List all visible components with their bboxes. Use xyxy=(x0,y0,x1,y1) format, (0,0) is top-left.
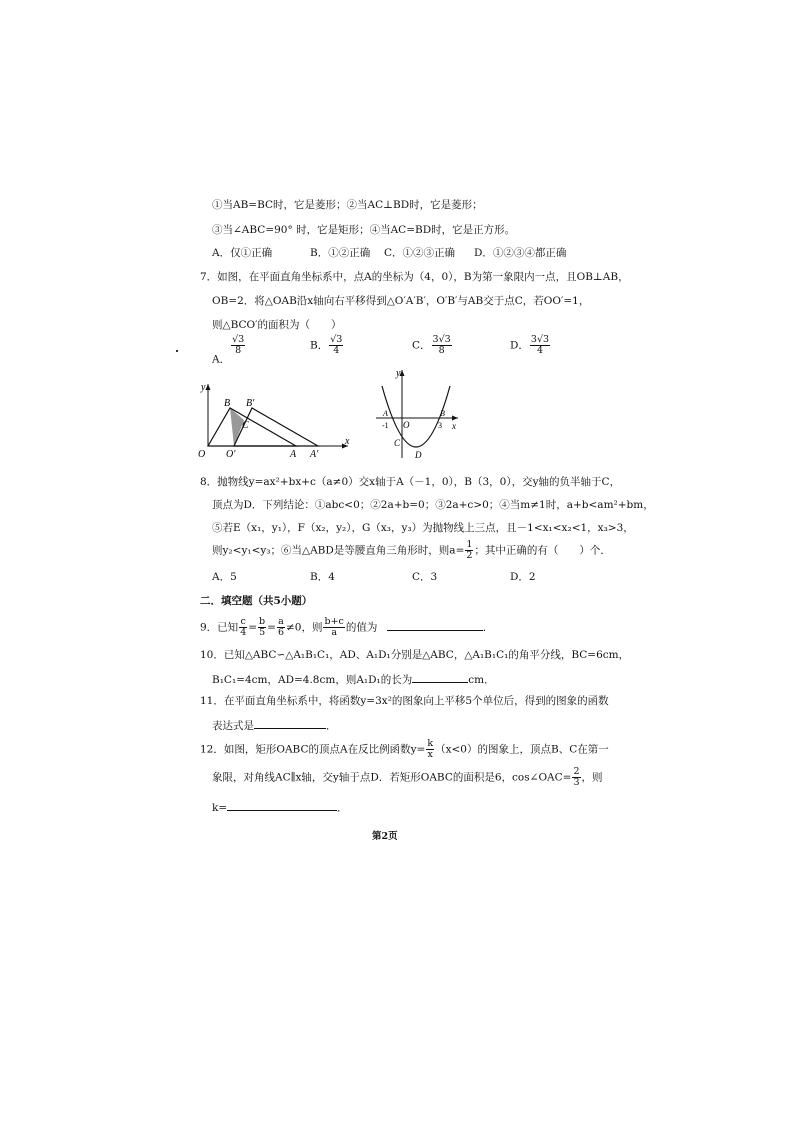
fig1-a-label: A xyxy=(290,449,297,460)
scan-speck xyxy=(176,350,178,352)
q6-option-c: C．①②③正确 xyxy=(384,247,456,259)
fig1-o-label: O xyxy=(198,449,206,460)
q11-answer-blank[interactable] xyxy=(254,717,326,729)
q8-option-b: B．4 xyxy=(310,571,335,583)
q7-line-2: OB=2．将△OAB沿x轴向右平移得到△O′A′B′，O′B′与AB交于点C，若OO′=1， xyxy=(212,295,590,307)
fig2-d-label: D xyxy=(415,450,422,460)
fig2-3-label: 3 xyxy=(438,421,442,430)
q6-option-b: B．①②正确 xyxy=(310,247,371,259)
q12-answer-blank[interactable] xyxy=(227,799,337,811)
q12-line-2: 象限，对角线AC∥x轴，交y轴于点D．若矩形OABC的面积是6，cos∠OAC= $\frac{2}{3}$ ，则 xyxy=(212,766,603,788)
q7-option-c: C． $\frac{3√3}{8}$ xyxy=(412,334,451,356)
section-2-heading: 二．填空题（共5小题） xyxy=(200,595,313,607)
fig1-y-label: y xyxy=(201,382,206,393)
q12-line-1: 12．如图，矩形OABC的顶点A在反比例函数y= $\frac{k}{x}$ （x<0）的图象上，顶点B、C在第一 xyxy=(200,738,609,760)
q8-option-a: A．5 xyxy=(212,571,237,583)
fig1-b-prime-label: B′ xyxy=(246,398,255,409)
q6-option-a: A．仅①正确 xyxy=(212,247,273,259)
fig2-y-label: y xyxy=(396,368,401,379)
q9-line: 9．已知 $\frac{c}{4}$ = $\frac{b}{5}$ = $\frac{a}{6}$ ≠0，则 $\frac{b+c}{a}$ 的值为 ． xyxy=(200,616,494,638)
fig2-a-label: A xyxy=(383,409,388,418)
q8-line-2: 顶点为D．下列结论：①abc<0；②2a+b=0；③2a+c>0；④当m≠1时，a+b<am²+bm， xyxy=(212,499,654,511)
fig1-o-prime-label: O′ xyxy=(226,449,236,460)
fig2-b-label: B xyxy=(440,409,445,418)
q8-figure-parabola xyxy=(372,366,462,460)
q8-line-3: ⑤若E（x₁，y₁），F（x₂，y₂），G（x₃，y₃）为抛物线上三点，且－1<x₁<x₂<1，x₃>3， xyxy=(212,522,634,534)
q10-line-2: B₁C₁=4cm，AD=4.8cm，则A₁D₁的长为 cm． xyxy=(212,671,495,687)
q12-line-3: k= ． xyxy=(212,799,348,815)
fig2-c-label: C xyxy=(394,438,401,448)
q8-option-c: C．3 xyxy=(412,571,438,583)
q8-line-1: 8．抛物线y=ax²+bx+c（a≠0）交x轴于A（－1，0），B（3，0），交y轴的负半轴于C， xyxy=(200,476,621,488)
fig2-o-label: O xyxy=(403,420,410,430)
q6-statement-2: ③当∠ABC=90° 时，它是矩形；④当AC=BD时，它是正方形。 xyxy=(212,224,516,236)
q9-answer-blank[interactable] xyxy=(387,619,483,631)
q7-figure-triangles xyxy=(196,378,356,460)
q6-statement-1: ①当AB=BC时，它是菱形；②当AC⊥BD时，它是菱形； xyxy=(212,199,483,211)
q7-option-d: D． $\frac{3√3}{4}$ xyxy=(510,334,550,356)
page-number: 第2页 xyxy=(372,831,398,842)
fig1-a-prime-label: A′ xyxy=(310,449,319,460)
fig2-x-label: x xyxy=(452,421,456,431)
q7-option-a: A． $\frac{√3}{8}$ xyxy=(212,334,245,366)
q10-line-1: 10．已知△ABC∽△A₁B₁C₁，AD、A₁D₁分别是△ABC，△A₁B₁C₁的角平分线，BC=6cm， xyxy=(200,649,630,661)
q7-option-b: B． $\frac{√3}{4}$ xyxy=(310,334,343,356)
fig1-c-label: C xyxy=(242,420,249,431)
fig1-x-label: x xyxy=(345,436,350,447)
q7-line-3: 则△BCO′的面积为（ ） xyxy=(212,319,342,331)
q7-line-1: 7．如图，在平面直角坐标系中，点A的坐标为（4，0），B为第一象限内一点，且OB⊥AB， xyxy=(200,271,629,283)
q11-line-2: 表达式是 ． xyxy=(212,717,337,733)
q8-line-4: 则y₂<y₁<y₃；⑥当△ABD是等腰直角三角形时，则a= $\frac{1}{2}$ ；其中正确的有（ ）个． xyxy=(212,539,611,561)
q11-line-1: 11．在平面直角坐标系中，将函数y=3x²的图象向上平移5个单位后，得到的图象的函数 xyxy=(200,695,609,707)
q10-answer-blank[interactable] xyxy=(412,671,468,683)
fig2-minus1-label: -1 xyxy=(382,421,389,430)
fig1-b-label: B xyxy=(224,398,231,409)
q8-option-d: D．2 xyxy=(510,571,536,583)
q6-option-d: D．①②③④都正确 xyxy=(474,247,567,259)
